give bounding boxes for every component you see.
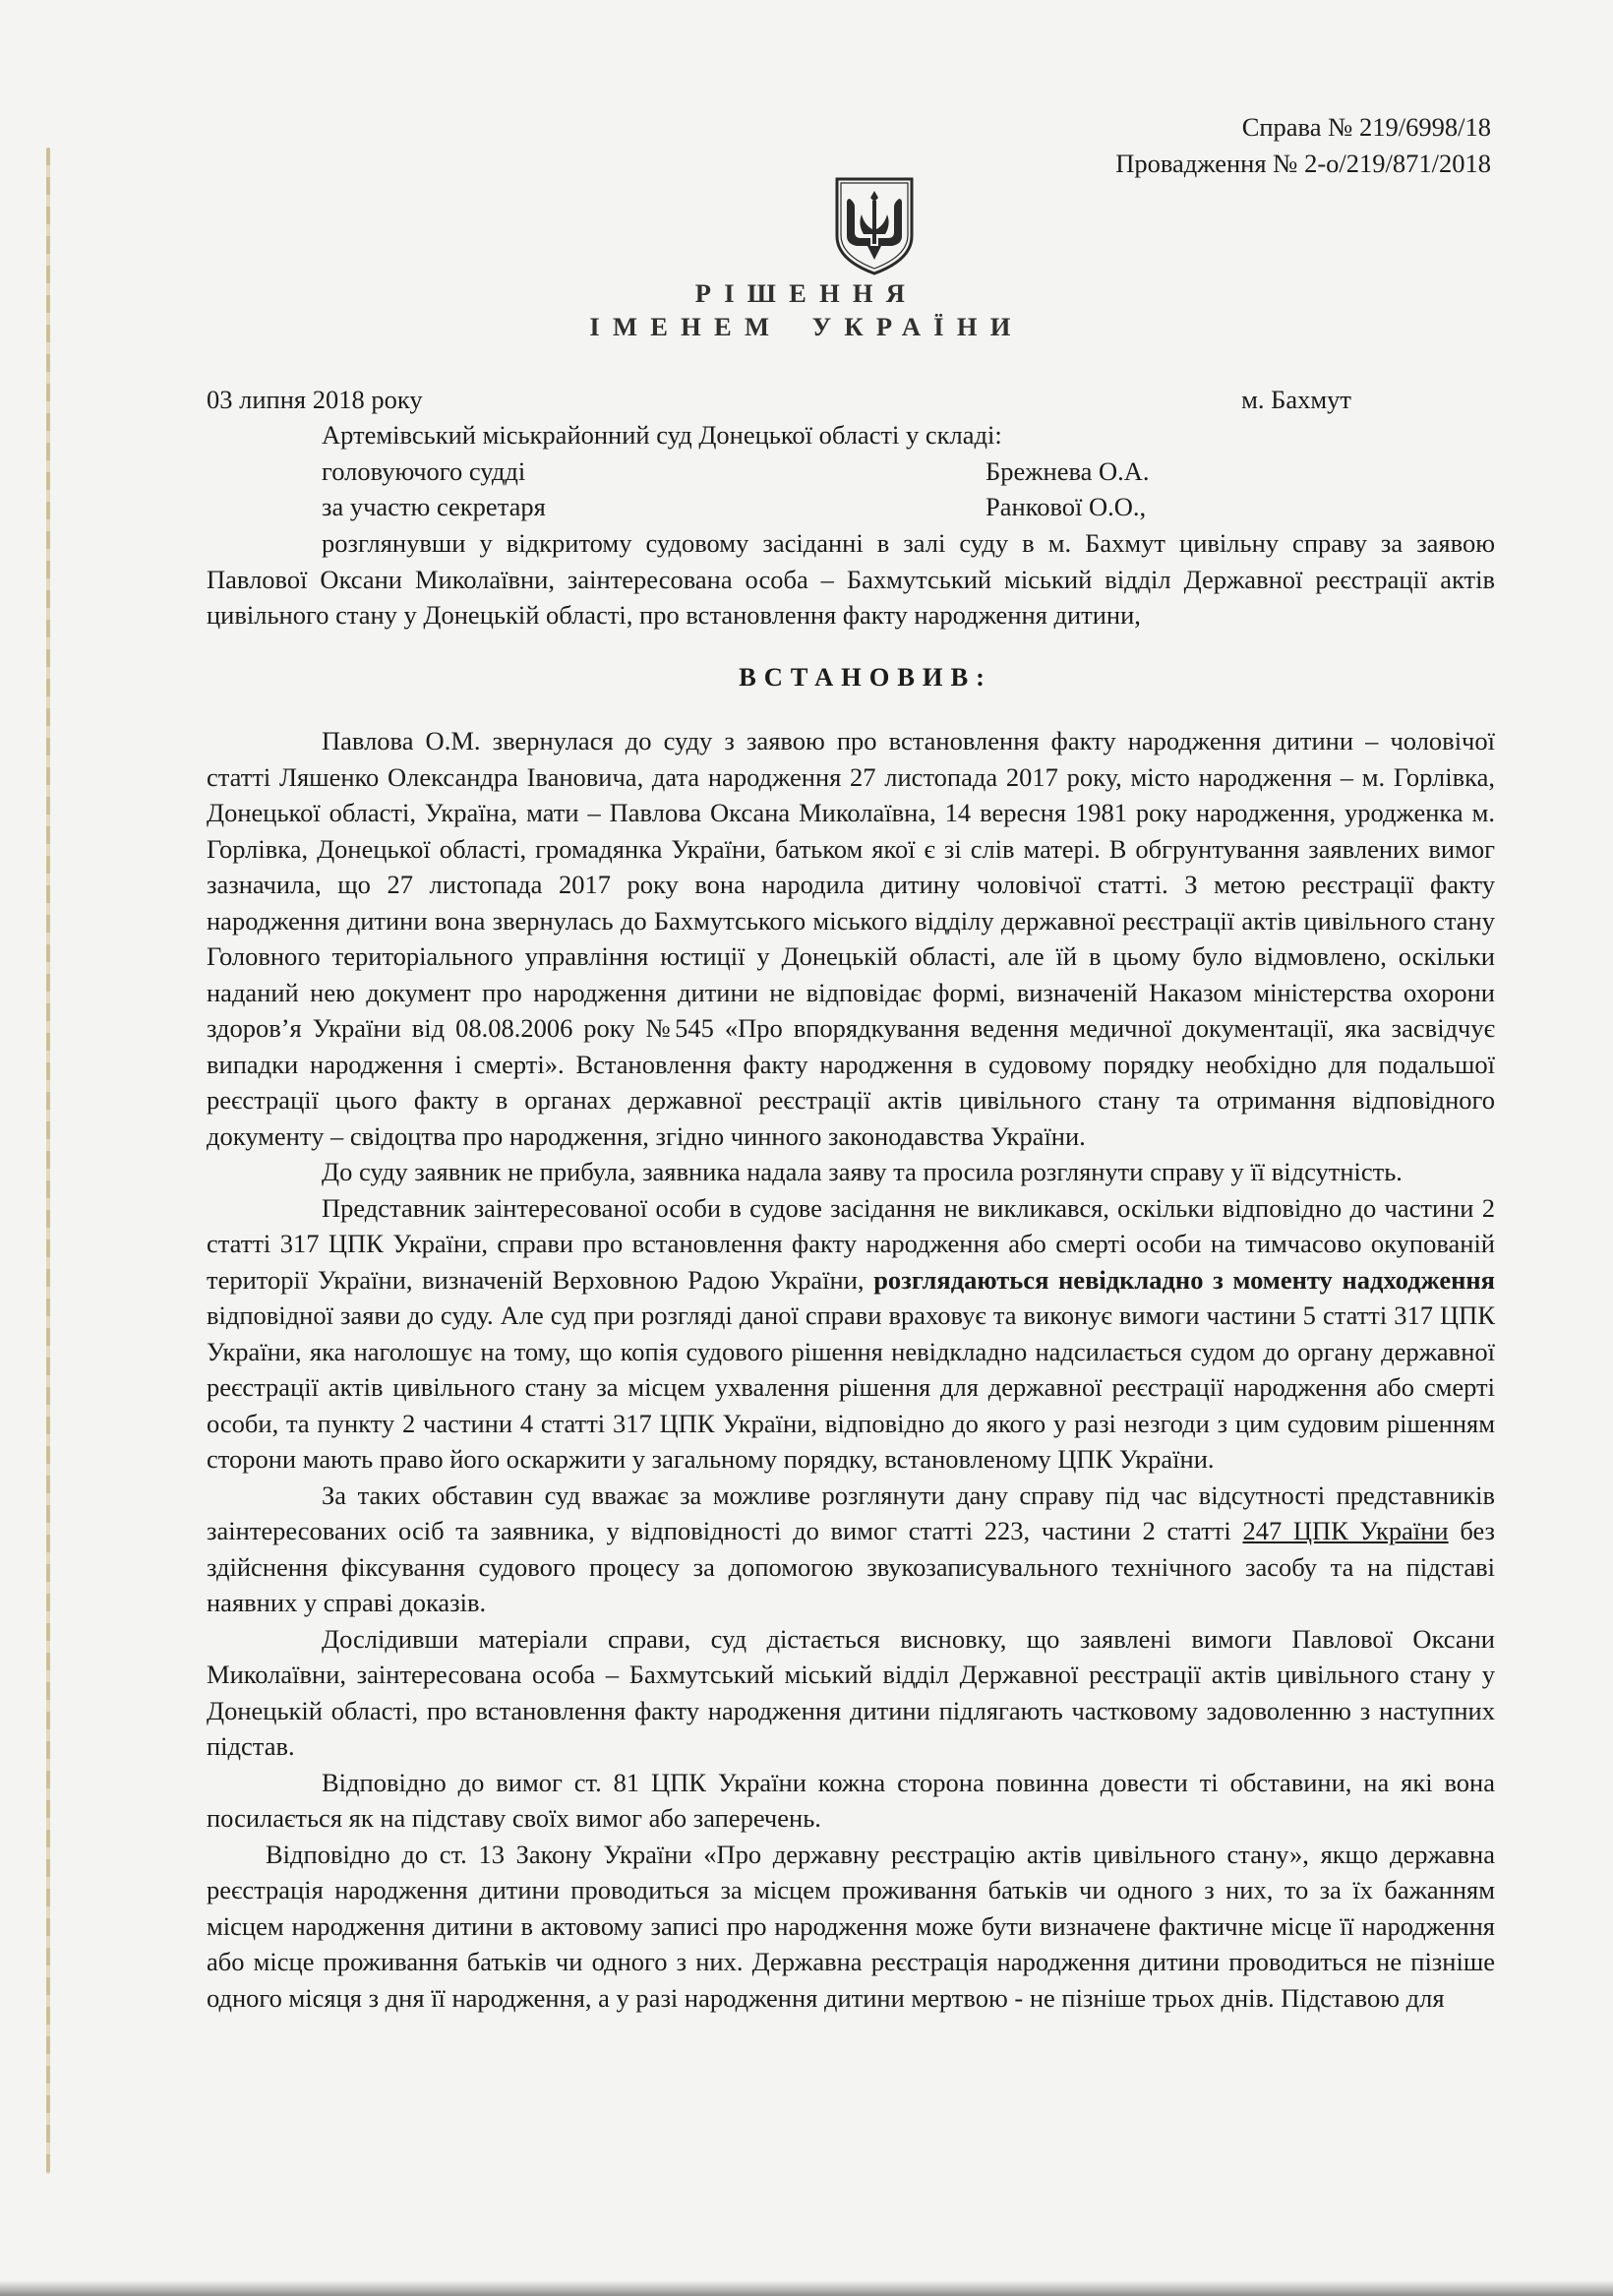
intro-block bbox=[207, 525, 1495, 634]
paragraph-4-end: без здійснення фіксування судового процесу за допомогою звукозаписувального технічного засобу та на підставі наявних у справі доказів. bbox=[207, 1516, 1495, 1617]
binding-thread bbox=[46, 148, 50, 2174]
secretary-row bbox=[322, 489, 1207, 525]
paragraph-4 bbox=[207, 1478, 1495, 1621]
paragraph-6: Відповідно до вимог ст. 81 ЦПК України кожна сторона повинна довести ті обставини, на які вона посилається як на підставу своїх вимог або заперечень. bbox=[207, 1767, 1495, 1833]
proceeding-number: Провадження № 2-о/219/871/2018 bbox=[1115, 149, 1491, 178]
court-name: Артемівський міськрайонний суд Донецької області у складі: bbox=[322, 420, 1002, 450]
paragraph-7: Відповідно до ст. 13 Закону України «Про державну реєстрацію актів цивільного стану», якщо державна реєстрація народження дитини проводиться за місцем проживання батьків чи одного з них, то за їх бажанням місцем народження дитини в актовому записі про народження може бути визначене фактичне місце її народження або місце проживання батьків чи одного з них. Державна реєстрація народження дитини проводиться не пізніше одного місяця з дня її народження, а у разі народження дитини мертвою - не пізніше трьох днів. Підставою для bbox=[207, 1839, 1495, 2013]
paragraph-3-bold: розглядаються невідкладно з моменту надходження bbox=[873, 1264, 1495, 1295]
decision-body bbox=[207, 723, 1495, 2016]
decision-subtitle: ІМЕНЕМ УКРАЇНИ bbox=[589, 312, 1024, 341]
intro-paragraph: розглянувши у відкритому судовому засіданні в залі суду в м. Бахмут цивільну справу за заявою Павлової Оксани Миколаївни, заінтересована особа – Бахмутський міський відділ Державної реєстрації актів цивільного стану у Донецькій області, про встановлення факту народження дитини, bbox=[207, 528, 1495, 630]
judge-row bbox=[322, 453, 1207, 490]
judge-label: головуючого судді bbox=[322, 455, 526, 486]
paragraph-3 bbox=[207, 1190, 1495, 1478]
section-heading: ВСТАНОВИВ: bbox=[739, 662, 992, 692]
cpc-article-link[interactable]: 247 ЦПК України bbox=[1242, 1516, 1449, 1545]
paragraph-5: Дослідивши матеріали справи, суд дістається висновку, що заявлені вимоги Павлової Оксани Миколаївни, заінтересована особа – Бахмутський міський відділ Державної реєстрації актів цивільного стану у Донецькій області, про встановлення факту народження дитини підлягають частковому задоволенню з наступних підстав. bbox=[207, 1623, 1495, 1761]
paragraph-4-start: За таких обставин суд вважає за можливе розглянути дану справу під час відсутності представників заінтересованих осіб та заявника, у відповідності до вимог статті 223, частини 2 статті bbox=[207, 1480, 1495, 1545]
case-reference bbox=[1115, 109, 1491, 182]
paragraph-3-start: Представник заінтересованої особи в судове засідання не викликався, оскільки відповідно до частини 2 статті 317 ЦПК України, справи про встановлення факту народження або смерті особи на тимчасово окупованій території України, визначеній Верховною Радою України, bbox=[207, 1192, 1495, 1295]
secretary-name: Ранкової О.О., bbox=[986, 492, 1147, 521]
judge-name: Брежнева О.А. bbox=[986, 455, 1150, 486]
paragraph-2: До суду заявник не прибула, заявника надала заяву та просила розглянути справу у її відсутність. bbox=[322, 1157, 1403, 1186]
paragraph-1: Павлова О.М. звернулася до суду з заявою про встановлення факту народження дитини – чоловічої статті Ляшенко Олександра Івановича, дата народження 27 листопада 2017 року, місто народження – м. Горлівка, Донецької області, Україна, мати – Павлова Оксана Миколаївна, 14 вересня 1981 року народження, уродженка м. Горлівка, Донецької області, громадянка України, батьком якої є зі слів матері. В обгрунтування заявлених вимог зазначила, що 27 листопада 2017 року вона народила дитину чоловічої статті. З метою реєстрації факту народження дитини вона звернулась до Бахмутського міського відділу державної реєстрації актів цивільного стану Головного територіального управління юстиції у Донецькій області, але їй в цьому було відмовлено, оскільки наданий нею документ про народження дитини не відповідає формі, визначеній Наказом міністерства охорони здоров’я України від 08.08.2006 року №545 «Про впорядкування ведення медичної документації, яка засвідчує випадки народження і смерті». Встановлення факту народження в судовому порядку необхідно для подальшої реєстрації цього факту в органах державної реєстрації актів цивільного стану та отримання відповідного документу – свідоцтва про народження, згідно чинного законодавства України. bbox=[207, 726, 1495, 1151]
court-composition bbox=[322, 417, 1207, 525]
decision-place: м. Бахмут bbox=[1241, 385, 1351, 414]
decision-title: РІШЕННЯ bbox=[694, 278, 919, 308]
case-number: Справа № 219/6998/18 bbox=[1241, 112, 1491, 142]
decision-date: 03 липня 2018 року bbox=[207, 385, 423, 414]
date-place-row bbox=[207, 382, 1351, 417]
secretary-label: за участю секретаря bbox=[322, 492, 546, 521]
ukraine-trident-emblem-icon bbox=[832, 175, 917, 277]
scan-edge-shadow bbox=[0, 2280, 1613, 2296]
paragraph-3-end: відповідної заяви до суду. Але суд при розгляді даної справи враховує та виконує вимоги частини 5 статті 317 ЦПК України, яка наголошує на тому, що копія судового рішення невідкладно надсилається судом до органу державної реєстрації актів цивільного стану за місцем ухвалення рішення для державної реєстрації народження або смерті особи, та пункту 2 частини 4 статті 317 ЦПК України, відповідно до якого у разі незгоди з цим судовим рішенням сторони мають право його оскаржити у загальному порядку, встановленому ЦПК України. bbox=[207, 1300, 1495, 1474]
